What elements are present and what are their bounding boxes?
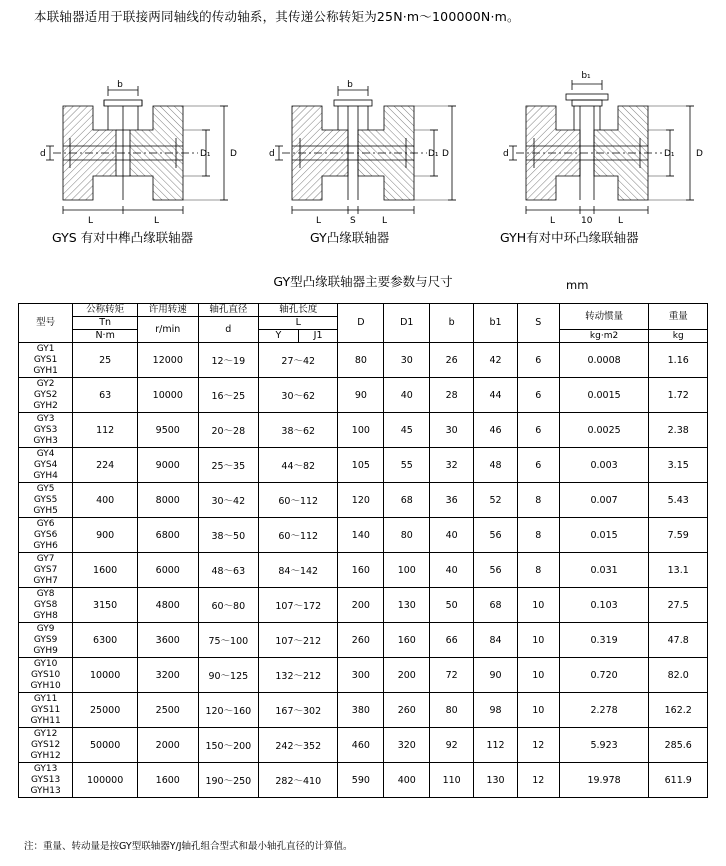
cell-speed: 2000	[138, 728, 199, 763]
figure-captions	[0, 228, 726, 250]
cell-model: GY12 GYS12 GYH12	[19, 728, 73, 763]
cell-S: 12	[517, 763, 559, 798]
cell-S: 8	[517, 483, 559, 518]
th-borelen: 轴孔长度	[259, 304, 338, 317]
cell-weight: 7.59	[649, 518, 708, 553]
cell-speed: 3200	[138, 658, 199, 693]
cell-speed: 4800	[138, 588, 199, 623]
cell-b: 36	[430, 483, 474, 518]
cell-speed: 12000	[138, 343, 199, 378]
th-speed-unit: r/min	[138, 317, 199, 343]
cell-b1: 52	[474, 483, 518, 518]
cell-D1: 160	[384, 623, 430, 658]
cell-b1: 44	[474, 378, 518, 413]
table-row	[19, 588, 708, 623]
dim-S-label: S	[350, 216, 356, 226]
cell-b1: 42	[474, 343, 518, 378]
dim-d-label: d	[40, 149, 46, 159]
spec-table	[18, 303, 708, 798]
dim-d-label: d	[269, 149, 275, 159]
table-row	[19, 518, 708, 553]
cell-b1: 84	[474, 623, 518, 658]
dim-d1-label: D₁	[664, 149, 675, 159]
cell-D1: 320	[384, 728, 430, 763]
cell-torque: 900	[73, 518, 138, 553]
table-row	[19, 693, 708, 728]
cell-D1: 55	[384, 448, 430, 483]
cell-S: 10	[517, 658, 559, 693]
cell-inertia: 5.923	[559, 728, 649, 763]
th-inertia-unit: kg·m2	[559, 330, 649, 343]
table-row	[19, 483, 708, 518]
cell-weight: 1.72	[649, 378, 708, 413]
cell-speed: 9500	[138, 413, 199, 448]
table-note: 注：重量、转动量是按GY型联轴器Y/J轴孔组合型式和最小轴孔直径的计算值。	[24, 841, 353, 852]
cell-weight: 162.2	[649, 693, 708, 728]
cell-bore: 75～100	[198, 623, 259, 658]
table-row	[19, 413, 708, 448]
cell-model: GY5 GYS5 GYH5	[19, 483, 73, 518]
cell-speed: 1600	[138, 763, 199, 798]
cell-borelen: 132～212	[259, 658, 338, 693]
cell-D: 90	[338, 378, 384, 413]
spec-table-body	[19, 343, 708, 798]
cell-weight: 3.15	[649, 448, 708, 483]
cell-b: 92	[430, 728, 474, 763]
cell-b1: 46	[474, 413, 518, 448]
figure-gys	[28, 38, 238, 228]
cell-S: 6	[517, 413, 559, 448]
cell-b1: 56	[474, 553, 518, 588]
table-unit: mm	[566, 278, 589, 292]
cell-b1: 48	[474, 448, 518, 483]
cell-borelen: 38～62	[259, 413, 338, 448]
table-row	[19, 343, 708, 378]
cell-S: 10	[517, 693, 559, 728]
cell-weight: 47.8	[649, 623, 708, 658]
dim-D-label: D	[696, 149, 703, 159]
cell-inertia: 0.0025	[559, 413, 649, 448]
table-title: GY型凸缘联轴器主要参数与尺寸	[273, 274, 453, 289]
cell-D1: 68	[384, 483, 430, 518]
table-row	[19, 448, 708, 483]
dim-10-label: 10	[581, 216, 593, 226]
dim-L-label-2: L	[618, 216, 624, 226]
cell-b1: 130	[474, 763, 518, 798]
cell-b1: 56	[474, 518, 518, 553]
cell-borelen: 282～410	[259, 763, 338, 798]
cell-b: 40	[430, 553, 474, 588]
cell-D: 300	[338, 658, 384, 693]
cell-weight: 27.5	[649, 588, 708, 623]
cell-D1: 200	[384, 658, 430, 693]
cell-b1: 98	[474, 693, 518, 728]
cell-b: 40	[430, 518, 474, 553]
cell-torque: 3150	[73, 588, 138, 623]
cell-weight: 611.9	[649, 763, 708, 798]
cell-bore: 12～19	[198, 343, 259, 378]
th-torque-unit: N·m	[73, 330, 138, 343]
cell-b1: 90	[474, 658, 518, 693]
cell-inertia: 0.0015	[559, 378, 649, 413]
cell-torque: 100000	[73, 763, 138, 798]
caption-gy: GY凸缘联轴器	[310, 230, 390, 245]
cell-D1: 40	[384, 378, 430, 413]
intro-paragraph: 本联轴器适用于联接两同轴线的传动轴系，其传递公称转矩为25N·m～100000N·m。	[34, 9, 520, 24]
cell-inertia: 0.319	[559, 623, 649, 658]
th-b1: b1	[474, 304, 518, 343]
cell-speed: 8000	[138, 483, 199, 518]
cell-inertia: 0.103	[559, 588, 649, 623]
cell-b: 72	[430, 658, 474, 693]
cell-b: 80	[430, 693, 474, 728]
cell-S: 8	[517, 553, 559, 588]
cell-b: 32	[430, 448, 474, 483]
th-bore-sym: d	[198, 317, 259, 343]
cell-speed: 9000	[138, 448, 199, 483]
cell-model: GY4 GYS4 GYH4	[19, 448, 73, 483]
cell-weight: 2.38	[649, 413, 708, 448]
cell-S: 12	[517, 728, 559, 763]
cell-weight: 82.0	[649, 658, 708, 693]
cell-speed: 6800	[138, 518, 199, 553]
cell-bore: 190～250	[198, 763, 259, 798]
dim-d1-label: D₁	[200, 149, 211, 159]
cell-torque: 400	[73, 483, 138, 518]
th-torque: 公称转矩	[73, 304, 138, 317]
cell-D1: 400	[384, 763, 430, 798]
cell-torque: 63	[73, 378, 138, 413]
cell-model: GY13 GYS13 GYH13	[19, 763, 73, 798]
cell-weight: 1.16	[649, 343, 708, 378]
cell-bore: 150～200	[198, 728, 259, 763]
th-b: b	[430, 304, 474, 343]
cell-model: GY6 GYS6 GYH6	[19, 518, 73, 553]
dim-L-label-2: L	[154, 216, 160, 226]
figure-gy	[262, 38, 462, 228]
cell-D: 200	[338, 588, 384, 623]
table-row	[19, 553, 708, 588]
cell-model: GY10 GYS10 GYH10	[19, 658, 73, 693]
cell-D1: 80	[384, 518, 430, 553]
cell-torque: 10000	[73, 658, 138, 693]
cell-borelen: 84～142	[259, 553, 338, 588]
cell-torque: 6300	[73, 623, 138, 658]
cell-borelen: 167～302	[259, 693, 338, 728]
cell-model: GY9 GYS9 GYH9	[19, 623, 73, 658]
cell-borelen: 107～212	[259, 623, 338, 658]
th-bore: 轴孔直径	[198, 304, 259, 317]
cell-S: 10	[517, 623, 559, 658]
th-S: S	[517, 304, 559, 343]
dim-L-label-1: L	[88, 216, 94, 226]
table-row	[19, 728, 708, 763]
cell-D1: 260	[384, 693, 430, 728]
cell-torque: 1600	[73, 553, 138, 588]
dim-L-label-2: L	[382, 216, 388, 226]
cell-bore: 25～35	[198, 448, 259, 483]
cell-borelen: 60～112	[259, 483, 338, 518]
cell-speed: 2500	[138, 693, 199, 728]
th-D: D	[338, 304, 384, 343]
cell-model: GY7 GYS7 GYH7	[19, 553, 73, 588]
cell-weight: 285.6	[649, 728, 708, 763]
th-borelen-y: Y	[259, 330, 299, 343]
cell-inertia: 19.978	[559, 763, 649, 798]
cell-torque: 25	[73, 343, 138, 378]
cell-borelen: 30～62	[259, 378, 338, 413]
caption-gys: GYS 有对中榫凸缘联轴器	[52, 230, 194, 245]
cell-model: GY8 GYS8 GYH8	[19, 588, 73, 623]
dim-L-label-1: L	[550, 216, 556, 226]
cell-bore: 48～63	[198, 553, 259, 588]
table-row	[19, 378, 708, 413]
th-inertia: 转动惯量	[559, 304, 649, 330]
cell-bore: 60～80	[198, 588, 259, 623]
cell-borelen: 107～172	[259, 588, 338, 623]
cell-borelen: 242～352	[259, 728, 338, 763]
table-row	[19, 658, 708, 693]
cell-bore: 90～125	[198, 658, 259, 693]
cell-bore: 16～25	[198, 378, 259, 413]
table-row	[19, 763, 708, 798]
cell-D: 260	[338, 623, 384, 658]
cell-S: 6	[517, 343, 559, 378]
cell-D: 160	[338, 553, 384, 588]
cell-inertia: 0.0008	[559, 343, 649, 378]
cell-borelen: 60～112	[259, 518, 338, 553]
cell-speed: 10000	[138, 378, 199, 413]
figure-gyh	[490, 38, 705, 228]
cell-inertia: 2.278	[559, 693, 649, 728]
cell-D: 140	[338, 518, 384, 553]
cell-D: 120	[338, 483, 384, 518]
cell-b: 26	[430, 343, 474, 378]
th-weight-unit: kg	[649, 330, 708, 343]
cell-D1: 45	[384, 413, 430, 448]
cell-S: 8	[517, 518, 559, 553]
cell-inertia: 0.031	[559, 553, 649, 588]
cell-S: 6	[517, 448, 559, 483]
cell-b1: 68	[474, 588, 518, 623]
dim-d-label: d	[503, 149, 509, 159]
dim-b-label: b	[117, 80, 123, 90]
cell-D: 380	[338, 693, 384, 728]
cell-bore: 20～28	[198, 413, 259, 448]
dim-D-label: D	[442, 149, 449, 159]
cell-D: 100	[338, 413, 384, 448]
cell-model: GY11 GYS11 GYH11	[19, 693, 73, 728]
cell-D: 105	[338, 448, 384, 483]
dim-d1-label: D₁	[428, 149, 439, 159]
cell-model: GY3 GYS3 GYH3	[19, 413, 73, 448]
cell-model: GY2 GYS2 GYH2	[19, 378, 73, 413]
cell-inertia: 0.015	[559, 518, 649, 553]
cell-b1: 112	[474, 728, 518, 763]
table-row	[19, 623, 708, 658]
cell-D1: 130	[384, 588, 430, 623]
cell-weight: 13.1	[649, 553, 708, 588]
th-weight: 重量	[649, 304, 708, 330]
cell-b: 30	[430, 413, 474, 448]
cell-S: 6	[517, 378, 559, 413]
cell-torque: 224	[73, 448, 138, 483]
cell-borelen: 27～42	[259, 343, 338, 378]
figure-group	[0, 38, 726, 238]
cell-inertia: 0.720	[559, 658, 649, 693]
cell-model: GY1 GYS1 GYH1	[19, 343, 73, 378]
cell-D: 590	[338, 763, 384, 798]
dim-D-label: D	[230, 149, 237, 159]
cell-inertia: 0.003	[559, 448, 649, 483]
cell-D1: 30	[384, 343, 430, 378]
cell-D: 80	[338, 343, 384, 378]
th-torque-sym: Tn	[73, 317, 138, 330]
cell-D: 460	[338, 728, 384, 763]
cell-weight: 5.43	[649, 483, 708, 518]
cell-b: 110	[430, 763, 474, 798]
cell-b: 66	[430, 623, 474, 658]
th-borelen-j1: J1	[298, 330, 338, 343]
cell-b: 50	[430, 588, 474, 623]
cell-borelen: 44～82	[259, 448, 338, 483]
cell-torque: 112	[73, 413, 138, 448]
cell-inertia: 0.007	[559, 483, 649, 518]
cell-S: 10	[517, 588, 559, 623]
cell-torque: 25000	[73, 693, 138, 728]
dim-b-label: b	[347, 80, 353, 90]
cell-D1: 100	[384, 553, 430, 588]
cell-b: 28	[430, 378, 474, 413]
cell-bore: 30～42	[198, 483, 259, 518]
dim-L-label-1: L	[316, 216, 322, 226]
th-borelen-sym: L	[259, 317, 338, 330]
cell-torque: 50000	[73, 728, 138, 763]
th-speed: 许用转速	[138, 304, 199, 317]
cell-speed: 3600	[138, 623, 199, 658]
cell-bore: 38～50	[198, 518, 259, 553]
cell-speed: 6000	[138, 553, 199, 588]
th-D1: D1	[384, 304, 430, 343]
th-model: 型号	[19, 304, 73, 343]
dim-b1-label: b₁	[581, 71, 591, 81]
caption-gyh: GYH有对中环凸缘联轴器	[500, 230, 639, 245]
cell-bore: 120～160	[198, 693, 259, 728]
